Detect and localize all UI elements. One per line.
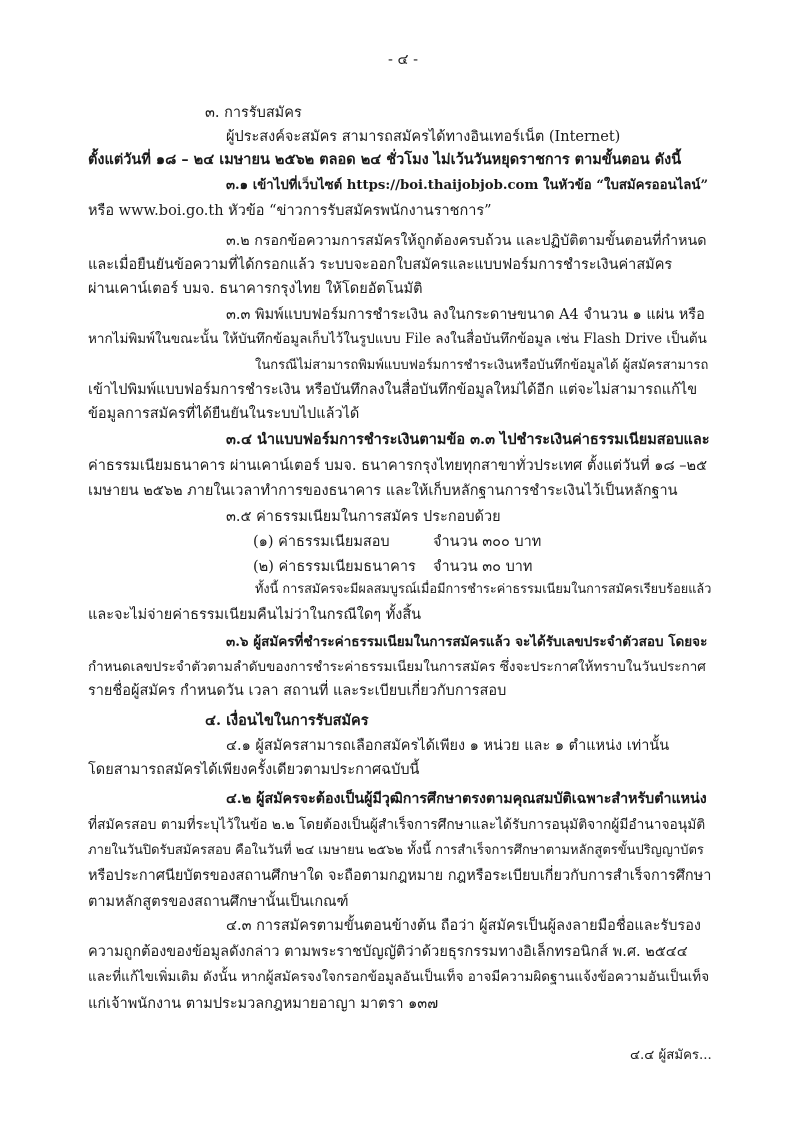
- item-3-1-line-2: หรือ www.boi.go.th หัวข้อ “ข่าวการรับสมัครพนักงานราชการ”: [88, 203, 492, 219]
- item-3-4-line-1: ๓.๔ นำแบบฟอร์มการชำระเงินตามข้อ ๓.๓ ไปชำระเงินค่าธรรมเนียมสอบและ: [226, 431, 710, 448]
- item-3-3-line-3: ในกรณีไม่สามารถพิมพ์แบบฟอร์มการชำระเงินหรือบันทึกข้อมูลได้ ผู้สมัครสามารถ: [255, 358, 709, 373]
- item-4-2-line-5: ตามหลักสูตรของสถานศึกษานั้นเป็นเกณฑ์: [88, 894, 349, 910]
- fee-bank-amount: จำนวน ๓๐ บาท: [433, 559, 533, 575]
- item-3-2-line-2: และเมื่อยืนยันข้อความที่ได้กรอกแล้ว ระบบจะออกใบสมัครและแบบฟอร์มการชำระเงินค่าสมัคร: [88, 257, 673, 273]
- item-4-1-line-2: โดยสามารถสมัครได้เพียงครั้งเดียวตามประกาศฉบับนี้: [88, 762, 420, 778]
- item-3-5-line-3: และจะไม่จ่ายค่าธรรมเนียมคืนไม่ว่าในกรณีใดๆ ทั้งสิ้น: [88, 607, 422, 623]
- item-3-3-line-2: หากไม่พิมพ์ในขณะนั้น ให้บันทึกข้อมูลเก็บไว้ในรูปแบบ File ลงในสื่อบันทึกข้อมูล เช่น Flash Drive เป็นต้น: [88, 331, 707, 347]
- item-3-2-line-1: ๓.๒ กรอกข้อความการสมัครให้ถูกต้องครบถ้วน และปฏิบัติตามขั้นตอนที่กำหนด: [226, 233, 707, 249]
- item-4-2-line-3: ภายในวันปิดรับสมัครสอบ คือในวันที่ ๒๔ เมษายน ๒๕๖๒ ทั้งนี้ การสำเร็จการศึกษาตามหลักสูตรขั้นปริญญาบัตร: [88, 843, 704, 858]
- section-4-heading: ๔. เงื่อนไขในการรับสมัคร: [205, 712, 369, 729]
- item-3-3-line-1: ๓.๓ พิมพ์แบบฟอร์มการชำระเงิน ลงในกระดาษขนาด A4 จำนวน ๑ แผ่น หรือ: [226, 307, 705, 323]
- item-4-3-line-1: ๔.๓ การสมัครตามขั้นตอนข้างต้น ถือว่า ผู้สมัครเป็นผู้ลงลายมือชื่อและรับรอง: [226, 918, 701, 934]
- item-3-3-line-4: เข้าไปพิมพ์แบบฟอร์มการชำระเงิน หรือบันทึกลงในสื่อบันทึกข้อมูลใหม่ได้อีก แต่จะไม่สามารถแก้ไข: [88, 382, 698, 398]
- item-4-3-line-2: ความถูกต้องของข้อมูลดังกล่าว ตามพระราชบัญญัติว่าด้วยธุรกรรมทางอิเล็กทรอนิกส์ พ.ศ. ๒๕๔๔: [88, 944, 688, 960]
- item-4-2-line-4: หรือประกาศนียบัตรของสถานศึกษาใด จะถือตามกฎหมาย กฎหรือระเบียบเกี่ยวกับการสำเร็จการศึกษา: [88, 868, 712, 884]
- fee-bank-label: (๒) ค่าธรรมเนียมธนาคาร: [253, 559, 416, 575]
- page-number: - ๔ -: [388, 52, 418, 68]
- section-3-heading: ๓. การรับสมัคร: [205, 105, 302, 121]
- item-3-3-line-5: ข้อมูลการสมัครที่ได้ยืนยันในระบบไปแล้วได้: [88, 406, 360, 422]
- item-3-4-line-3: เมษายน ๒๕๖๒ ภายในเวลาทำการของธนาคาร และให้เก็บหลักฐานการชำระเงินไว้เป็นหลักฐาน: [88, 483, 678, 499]
- item-3-6-line-2: กำหนดเลขประจำตัวตามลำดับของการชำระค่าธรรมเนียมในการสมัคร ซึ่งจะประกาศให้ทราบในวันประกาศ: [88, 659, 706, 675]
- item-4-2-line-2: ที่สมัครสอบ ตามที่ระบุไว้ในข้อ ๒.๒ โดยต้องเป็นผู้สำเร็จการศึกษาและได้รับการอนุมัติจากผู้มีอำนาจอนุมัติ: [88, 817, 706, 833]
- fee-exam-amount: จำนวน ๓๐๐ บาท: [433, 534, 542, 550]
- item-4-3-line-4: แก่เจ้าพนักงาน ตามประมวลกฎหมายอาญา มาตรา ๑๓๗: [88, 996, 439, 1012]
- item-3-6-line-3: รายชื่อผู้สมัคร กำหนดวัน เวลา สถานที่ และระเบียบเกี่ยวกับการสอบ: [88, 683, 507, 699]
- item-3-6-line-1: ๓.๖ ผู้สมัครที่ชำระค่าธรรมเนียมในการสมัครแล้ว จะได้รับเลขประจำตัวสอบ โดยจะ: [226, 634, 708, 650]
- section-3-intro-line-1: ผู้ประสงค์จะสมัคร สามารถสมัครได้ทางอินเทอร์เน็ต (Internet): [226, 129, 621, 145]
- item-3-5-line-2: ทั้งนี้ การสมัครจะมีผลสมบูรณ์เมื่อมีการชำระค่าธรรมเนียมในการสมัครเรียบร้อยแล้ว: [255, 582, 712, 597]
- next-page-footer: ๔.๔ ผู้สมัคร...: [630, 1048, 712, 1063]
- item-4-2-line-1: ๔.๒ ผู้สมัครจะต้องเป็นผู้มีวุฒิการศึกษาตรงตามคุณสมบัติเฉพาะสำหรับตำแหน่ง: [226, 791, 707, 807]
- item-3-1-line-1: ๓.๑ เข้าไปที่เว็บไซต์ https://boi.thaijobjob.com ในหัวข้อ “ใบสมัครออนไลน์”: [226, 178, 709, 193]
- item-4-1-line-1: ๔.๑ ผู้สมัครสามารถเลือกสมัครได้เพียง ๑ หน่วย และ ๑ ตำแหน่ง เท่านั้น: [226, 738, 670, 754]
- fee-exam-label: (๑) ค่าธรรมเนียมสอบ: [253, 534, 390, 550]
- item-3-2-line-3: ผ่านเคาน์เตอร์ บมจ. ธนาคารกรุงไทย ให้โดยอัตโนมัติ: [88, 281, 423, 297]
- section-3-intro-line-2: ตั้งแต่วันที่ ๑๘ – ๒๔ เมษายน ๒๕๖๒ ตลอด ๒๔ ชั่วโมง ไม่เว้นวันหยุดราชการ ตามขั้นตอน ดังนี้: [88, 151, 682, 168]
- item-4-3-line-3: และที่แก้ไขเพิ่มเติม ดังนั้น หากผู้สมัครจงใจกรอกข้อมูลอันเป็นเท็จ อาจมีความผิดฐานแจ้งข้อความอันเป็นเท็จ: [88, 969, 710, 985]
- item-3-5-line-1: ๓.๕ ค่าธรรมเนียมในการสมัคร ประกอบด้วย: [226, 509, 501, 525]
- item-3-4-line-2: ค่าธรรมเนียมธนาคาร ผ่านเคาน์เตอร์ บมจ. ธนาคารกรุงไทยทุกสาขาทั่วประเทศ ตั้งแต่วันที่ ๑๘ –๒๕: [88, 458, 708, 474]
